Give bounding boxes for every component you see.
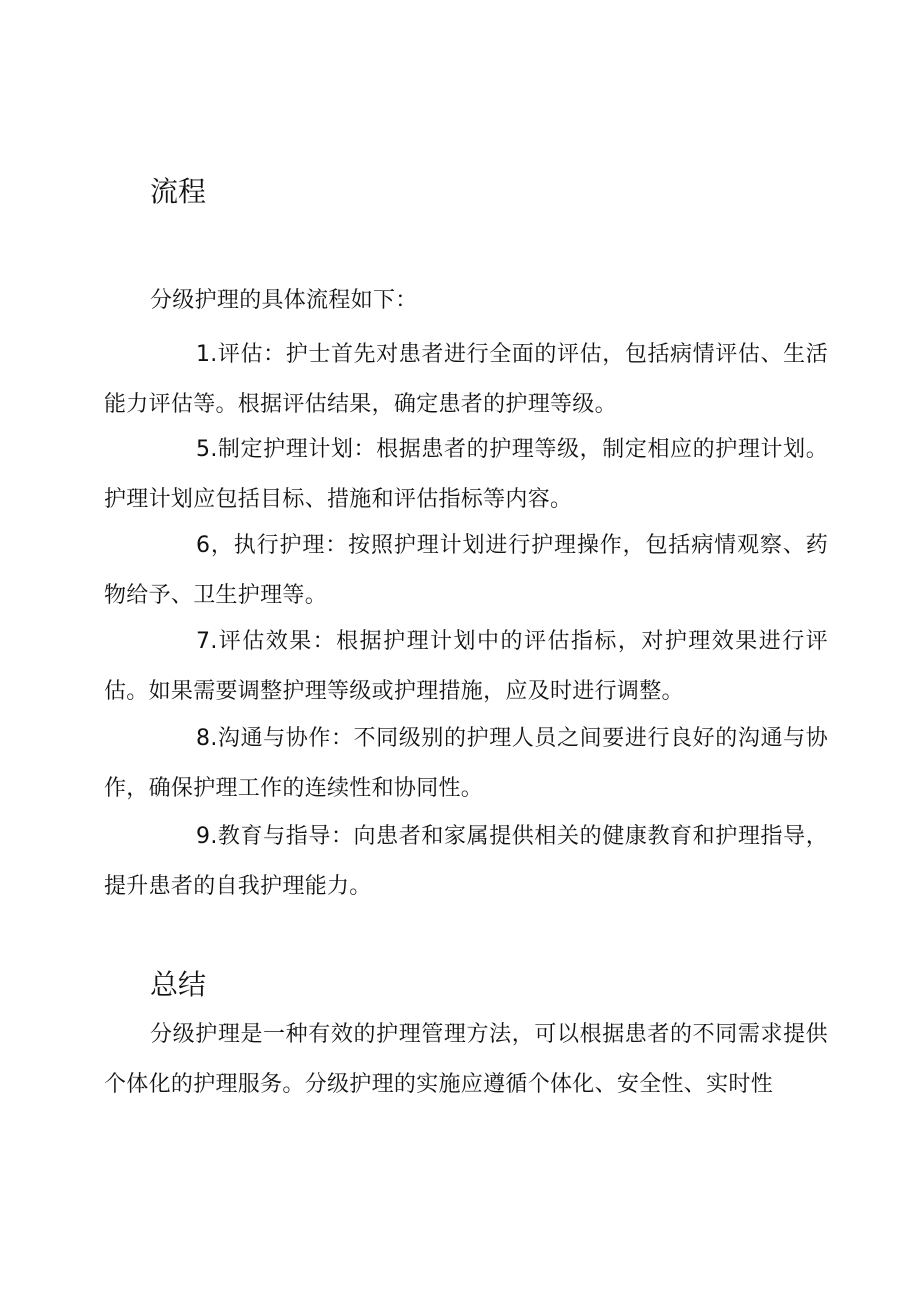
step-number: 7 <box>196 629 211 654</box>
step-text: 评估：护士首先对患者进行全面的评估，包括病情评估、生活能力评估等。根据评估结果，确定患者的护理等级。 <box>104 342 828 417</box>
section-heading-process: 流程 <box>150 175 207 208</box>
process-step-1 <box>104 330 828 430</box>
process-intro: 分级护理的具体流程如下： <box>150 288 418 313</box>
process-step-8 <box>104 714 828 814</box>
step-number: 5 <box>196 437 211 462</box>
step-number: 1. <box>196 342 218 367</box>
step-text: .沟通与协作：不同级别的护理人员之间要进行良好的沟通与协作，确保护理工作的连续性和协同性。 <box>104 726 828 801</box>
summary-paragraph: 分级护理是一种有效的护理管理方法，可以根据患者的不同需求提供个体化的护理服务。分级护理的实施应遵循个体化、安全性、实时性 <box>104 1022 828 1097</box>
step-number: 9 <box>196 824 211 849</box>
process-step-6 <box>104 521 828 621</box>
process-step-5 <box>104 425 828 525</box>
step-number: 6 <box>196 533 211 558</box>
step-text: .教育与指导：向患者和家属提供相关的健康教育和护理指导，提升患者的自我护理能力。 <box>104 824 828 899</box>
section-heading-summary: 总结 <box>150 968 207 1001</box>
process-step-7 <box>104 617 828 717</box>
step-text: ，执行护理：按照护理计划进行护理操作，包括病情观察、药物给予、卫生护理等。 <box>104 533 828 608</box>
step-number: 8 <box>196 726 211 751</box>
process-step-9 <box>104 812 828 912</box>
step-text: .制定护理计划：根据患者的护理等级，制定相应的护理计划。护理计划应包括目标、措施和评估指标等内容。 <box>104 437 828 512</box>
step-text: .评估效果：根据护理计划中的评估指标，对护理效果进行评估。如果需要调整护理等级或护理措施，应及时进行调整。 <box>104 629 828 704</box>
